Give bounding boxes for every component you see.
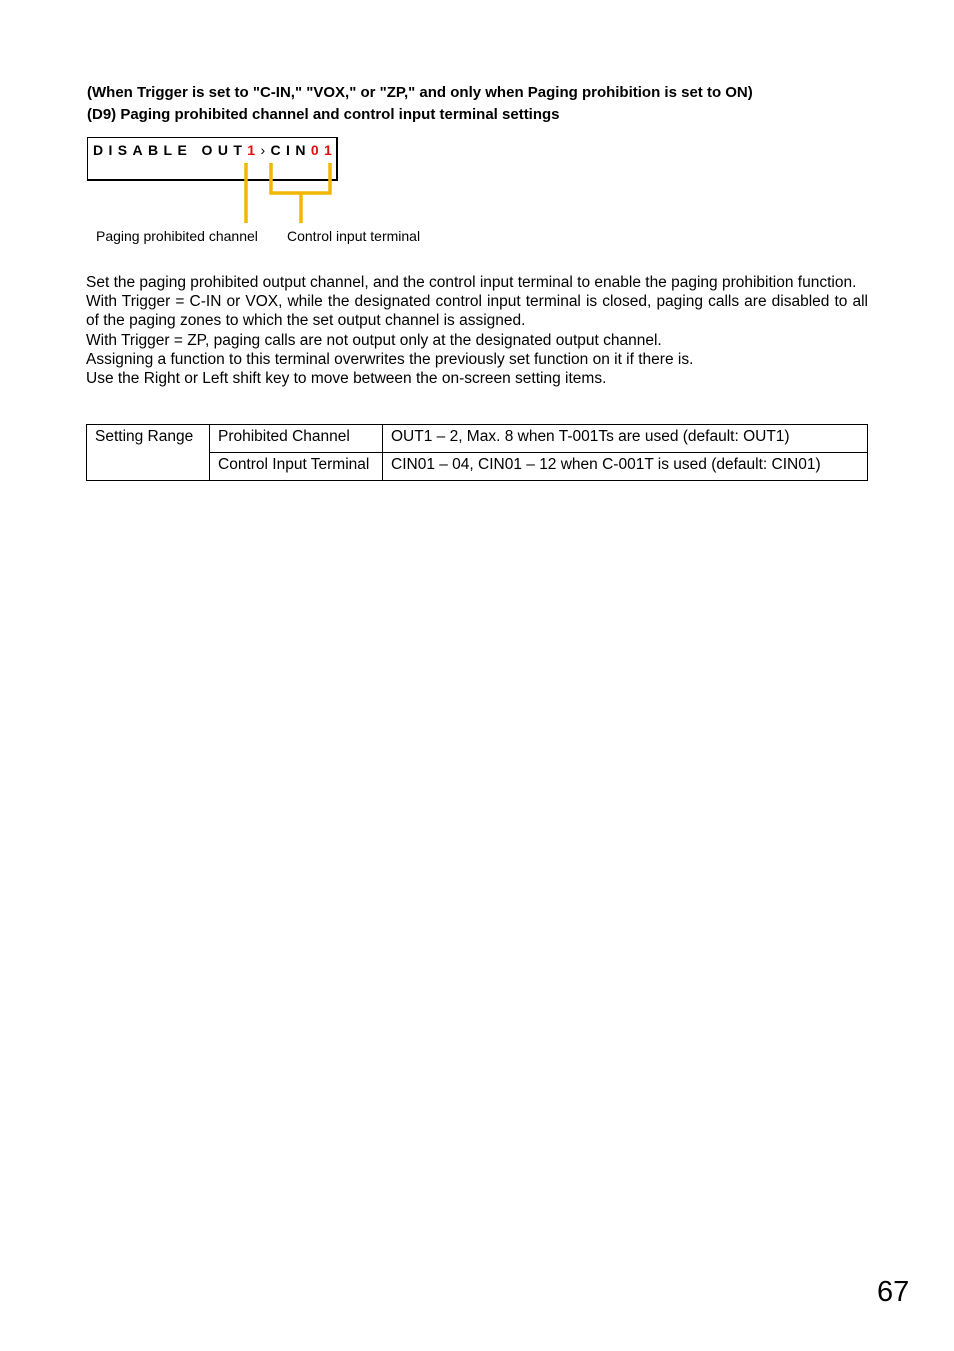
condition-heading: (When Trigger is set to "C-IN," "VOX," or "ZP," and only when Paging prohibition is set to ON) [87,84,753,101]
section-title: (D9) Paging prohibited channel and control input terminal settings [87,106,560,123]
callout-brackets [0,0,954,260]
setting-item: Control Input Terminal [210,453,383,481]
lcd-channel-value: 1 [247,142,261,158]
paragraph: Use the Right or Left shift key to move between the on-screen setting items. [86,370,607,388]
page-number: 67 [877,1276,910,1308]
setting-item: Prohibited Channel [210,425,383,453]
paragraph: With Trigger = C-IN or VOX, while the designated control input terminal is closed, paging calls are disabled to all of the paging zones to which the set output channel is assigned. [86,293,868,330]
table-row [87,425,868,453]
lcd-terminal-value: 01 [310,142,338,158]
paragraph: With Trigger = ZP, paging calls are not output only at the designated output channel. [86,331,662,349]
terminal-callout-bracket [271,163,330,193]
lcd-separator: › [260,142,271,158]
lcd-prefix: DISABLE OUT [93,142,248,158]
channel-callout-label: Paging prohibited channel [96,228,258,244]
paragraph: Assigning a function to this terminal overwrites the previously set function on it if there is. [86,350,694,368]
setting-value: OUT1 – 2, Max. 8 when T-001Ts are used (default: OUT1) [383,425,868,453]
setting-range-header: Setting Range [87,425,210,481]
paragraph: Set the paging prohibited output channel, and the control input terminal to enable the paging prohibition function. [86,274,857,291]
terminal-callout-label: Control input terminal [287,228,421,244]
setting-range-table [86,424,868,481]
description [86,273,868,388]
setting-value: CIN01 – 04, CIN01 – 12 when C-001T is used (default: CIN01) [383,453,868,481]
lcd-terminal-prefix: CIN [270,142,311,158]
